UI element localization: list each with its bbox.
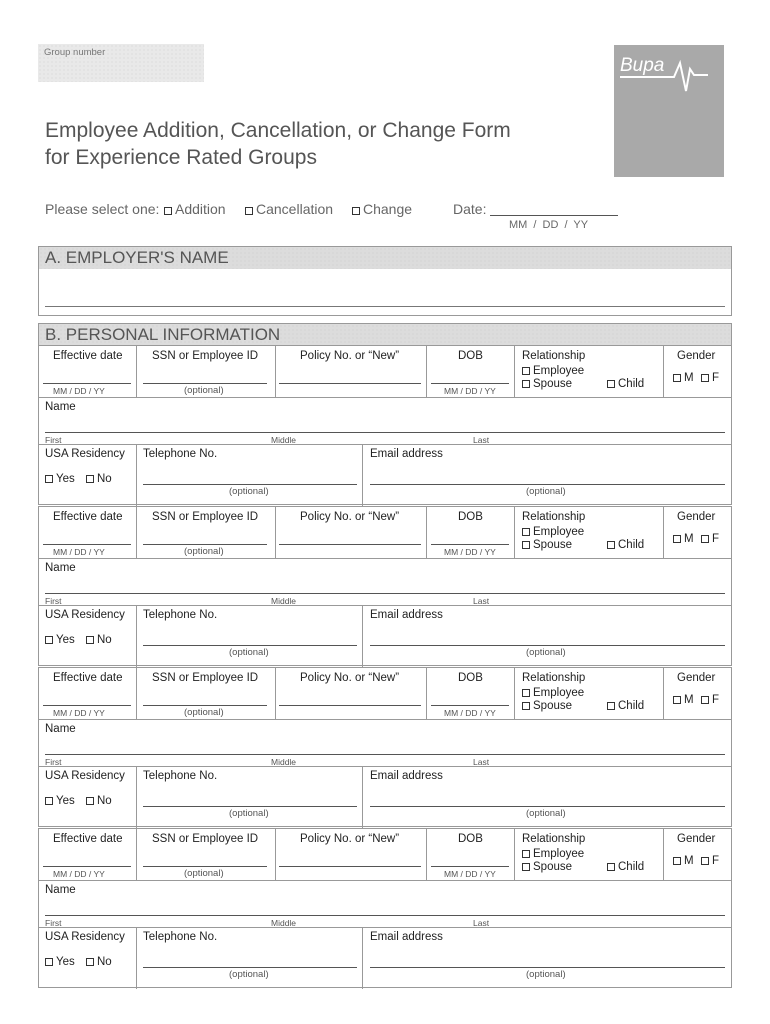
person-block [38,506,732,666]
group-number-label: Group number [44,47,106,58]
date-field[interactable] [490,215,618,216]
effective-date-field[interactable] [43,866,131,867]
dob-hint: MM / DD / YY [444,386,496,396]
divider [39,880,731,881]
title-line-1: Employee Addition, Cancellation, or Change Form [45,119,511,142]
date-format-hint: MM / DD / YY [509,219,589,231]
dob-field[interactable] [431,705,509,706]
residency-no[interactable] [86,473,112,485]
telephone-label: Telephone No. [143,609,218,621]
effective-date-field[interactable] [43,544,131,545]
checkbox[interactable] [522,541,530,549]
checkbox[interactable] [522,528,530,536]
person-block [38,667,732,827]
option-label: F [712,533,720,545]
effective-date-label: Effective date [53,833,123,845]
gender-male[interactable] [673,855,694,867]
divider [136,766,137,828]
policy-label: Policy No. or “New” [300,833,400,845]
divider [514,507,515,558]
telephone-field[interactable] [143,484,357,485]
divider [514,346,515,397]
divider [39,927,731,928]
divider [362,766,363,828]
option-label: F [712,855,720,867]
dob-field[interactable] [431,544,509,545]
dob-hint: MM / DD / YY [444,869,496,879]
page-title [45,117,511,171]
divider [275,346,276,397]
option-label: Employee [533,848,585,860]
checkbox[interactable] [86,475,94,483]
option-label: Employee [533,365,585,377]
name-field[interactable] [45,432,725,433]
relationship-spouse[interactable] [522,700,572,712]
name-label: Name [45,401,76,413]
divider [514,829,515,880]
relationship-spouse[interactable] [522,861,572,873]
effective-date-field[interactable] [43,705,131,706]
residency-yes[interactable] [45,634,75,646]
ssn-label: SSN or Employee ID [152,833,259,845]
policy-field[interactable] [279,544,421,545]
relationship-child[interactable] [607,700,644,712]
checkbox[interactable] [673,857,681,865]
ssn-optional: (optional) [184,546,224,557]
policy-label: Policy No. or “New” [300,350,400,362]
residency-no[interactable] [86,795,112,807]
checkbox[interactable] [701,857,709,865]
divider [275,829,276,880]
first-hint: First [45,435,62,445]
telephone-field[interactable] [143,645,357,646]
section-a-title: A. EMPLOYER'S NAME [39,247,731,269]
email-optional: (optional) [526,647,566,658]
option-label: M [684,694,694,706]
ssn-field[interactable] [143,705,267,706]
relationship-spouse[interactable] [522,539,572,551]
name-label: Name [45,884,76,896]
option-label: Yes [56,956,75,968]
ssn-field[interactable] [143,866,267,867]
policy-label: Policy No. or “New” [300,672,400,684]
option-label: No [97,473,112,485]
select-prompt: Please select one: [45,201,160,217]
divider [426,668,427,719]
effective-date-hint: MM / DD / YY [53,708,105,718]
checkbox[interactable] [522,689,530,697]
effective-date-hint: MM / DD / YY [53,547,105,557]
checkbox[interactable] [607,541,615,549]
option-label: Yes [56,634,75,646]
effective-date-label: Effective date [53,511,123,523]
checkbox[interactable] [673,696,681,704]
divider [426,829,427,880]
divider [136,346,137,397]
divider [362,444,363,506]
employer-name-field[interactable] [45,306,725,307]
dob-label: DOB [458,672,483,684]
checkbox[interactable] [522,863,530,871]
name-field[interactable] [45,593,725,594]
checkbox[interactable] [522,850,530,858]
option-change[interactable] [352,201,412,217]
option-label: Yes [56,795,75,807]
middle-hint: Middle [271,918,297,928]
divider [136,444,137,506]
effective-date-hint: MM / DD / YY [53,869,105,879]
checkbox[interactable] [86,797,94,805]
option-label: Spouse [533,700,573,712]
dob-label: DOB [458,511,483,523]
last-hint: Last [473,918,490,928]
email-field[interactable] [370,645,725,646]
last-hint: Last [473,435,490,445]
name-label: Name [45,562,76,574]
telephone-label: Telephone No. [143,931,218,943]
policy-field[interactable] [279,866,421,867]
dob-label: DOB [458,350,483,362]
email-label: Email address [370,770,443,782]
divider [275,668,276,719]
divider [663,346,664,397]
divider [39,766,731,767]
section-b-title: B. PERSONAL INFORMATION [39,324,731,346]
divider [514,668,515,719]
telephone-optional: (optional) [229,647,269,658]
checkbox[interactable] [86,958,94,966]
ssn-optional: (optional) [184,385,224,396]
checkbox[interactable] [352,207,360,215]
divider [426,346,427,397]
divider [362,927,363,989]
ssn-field[interactable] [143,544,267,545]
checkbox[interactable] [701,696,709,704]
divider [39,397,731,398]
policy-label: Policy No. or “New” [300,511,400,523]
dob-hint: MM / DD / YY [444,708,496,718]
relationship-child[interactable] [607,378,644,390]
gender-female[interactable] [701,855,719,867]
option-label: Spouse [533,861,573,873]
relationship-label: Relationship [522,350,586,362]
checkbox[interactable] [45,636,53,644]
residency-yes[interactable] [45,956,75,968]
divider [136,927,137,989]
name-field[interactable] [45,754,725,755]
policy-field[interactable] [279,705,421,706]
option-label: F [712,372,720,384]
gender-label: Gender [677,672,716,684]
divider [39,558,731,559]
gender-label: Gender [677,350,716,362]
middle-hint: Middle [271,435,297,445]
divider [39,605,731,606]
option-label: Child [618,539,645,551]
email-label: Email address [370,448,443,460]
ssn-label: SSN or Employee ID [152,511,259,523]
option-label: M [684,855,694,867]
svg-text:Bupa: Bupa [620,55,665,76]
gender-male[interactable] [673,694,694,706]
gender-male[interactable] [673,533,694,545]
email-optional: (optional) [526,808,566,819]
email-field[interactable] [370,806,725,807]
telephone-label: Telephone No. [143,770,218,782]
option-label: Change [363,201,413,217]
telephone-label: Telephone No. [143,448,218,460]
relationship-label: Relationship [522,833,586,845]
effective-date-field[interactable] [43,383,131,384]
section-employer-name [38,246,732,316]
option-label: Child [618,861,645,873]
relationship-child[interactable] [607,539,644,551]
option-label: Addition [175,201,226,217]
dob-label: DOB [458,833,483,845]
relationship-employee[interactable] [522,687,584,699]
usa-residency-label: USA Residency [45,931,125,943]
relationship-spouse[interactable] [522,378,572,390]
option-label: M [684,533,694,545]
divider [426,507,427,558]
checkbox[interactable] [45,797,53,805]
gender-label: Gender [677,511,716,523]
first-hint: First [45,596,62,606]
checkbox[interactable] [245,207,253,215]
date-label: Date: [453,201,487,217]
name-field[interactable] [45,915,725,916]
email-field[interactable] [370,967,725,968]
telephone-field[interactable] [143,806,357,807]
option-label: Cancellation [256,201,334,217]
checkbox[interactable] [164,207,172,215]
last-hint: Last [473,757,490,767]
telephone-optional: (optional) [229,486,269,497]
divider [663,507,664,558]
divider [136,605,137,667]
divider [39,444,731,445]
relationship-employee[interactable] [522,526,584,538]
divider [136,507,137,558]
checkbox[interactable] [522,367,530,375]
effective-date-label: Effective date [53,350,123,362]
checkbox[interactable] [701,535,709,543]
usa-residency-label: USA Residency [45,609,125,621]
checkbox[interactable] [673,374,681,382]
gender-female[interactable] [701,694,719,706]
divider [663,829,664,880]
checkbox[interactable] [701,374,709,382]
residency-yes[interactable] [45,473,75,485]
dob-field[interactable] [431,383,509,384]
dob-hint: MM / DD / YY [444,547,496,557]
gender-female[interactable] [701,372,719,384]
telephone-optional: (optional) [229,969,269,980]
option-label: Employee [533,526,585,538]
relationship-label: Relationship [522,672,586,684]
middle-hint: Middle [271,757,297,767]
checkbox[interactable] [607,702,615,710]
divider [136,829,137,880]
person-block [38,828,732,988]
residency-no[interactable] [86,956,112,968]
group-number-field[interactable] [38,44,204,82]
gender-female[interactable] [701,533,719,545]
option-label: Yes [56,473,75,485]
bupa-logo [614,45,724,177]
telephone-optional: (optional) [229,808,269,819]
ssn-label: SSN or Employee ID [152,672,259,684]
effective-date-hint: MM / DD / YY [53,386,105,396]
ssn-optional: (optional) [184,707,224,718]
checkbox[interactable] [45,958,53,966]
relationship-label: Relationship [522,511,586,523]
option-label: Spouse [533,378,573,390]
residency-no[interactable] [86,634,112,646]
email-optional: (optional) [526,486,566,497]
email-field[interactable] [370,484,725,485]
residency-yes[interactable] [45,795,75,807]
ssn-optional: (optional) [184,868,224,879]
option-cancellation[interactable] [245,201,333,217]
middle-hint: Middle [271,596,297,606]
option-label: Employee [533,687,585,699]
checkbox[interactable] [522,702,530,710]
name-label: Name [45,723,76,735]
last-hint: Last [473,596,490,606]
ssn-field[interactable] [143,383,267,384]
option-label: No [97,634,112,646]
first-hint: First [45,918,62,928]
option-label: Child [618,700,645,712]
checkbox[interactable] [45,475,53,483]
option-label: No [97,956,112,968]
gender-male[interactable] [673,372,694,384]
option-label: No [97,795,112,807]
checkbox[interactable] [607,863,615,871]
option-addition[interactable] [164,201,226,217]
relationship-child[interactable] [607,861,644,873]
policy-field[interactable] [279,383,421,384]
option-label: F [712,694,720,706]
divider [136,668,137,719]
option-label: Child [618,378,645,390]
email-optional: (optional) [526,969,566,980]
divider [275,507,276,558]
effective-date-label: Effective date [53,672,123,684]
email-label: Email address [370,609,443,621]
usa-residency-label: USA Residency [45,770,125,782]
divider [362,605,363,667]
ssn-label: SSN or Employee ID [152,350,259,362]
email-label: Email address [370,931,443,943]
first-hint: First [45,757,62,767]
relationship-employee[interactable] [522,848,584,860]
section-personal-information [38,323,732,345]
divider [663,668,664,719]
option-label: Spouse [533,539,573,551]
divider [39,719,731,720]
checkbox[interactable] [522,380,530,388]
usa-residency-label: USA Residency [45,448,125,460]
title-line-2: for Experience Rated Groups [45,146,317,169]
relationship-employee[interactable] [522,365,584,377]
gender-label: Gender [677,833,716,845]
checkbox[interactable] [673,535,681,543]
telephone-field[interactable] [143,967,357,968]
checkbox[interactable] [86,636,94,644]
dob-field[interactable] [431,866,509,867]
option-label: M [684,372,694,384]
person-block [38,345,732,505]
checkbox[interactable] [607,380,615,388]
